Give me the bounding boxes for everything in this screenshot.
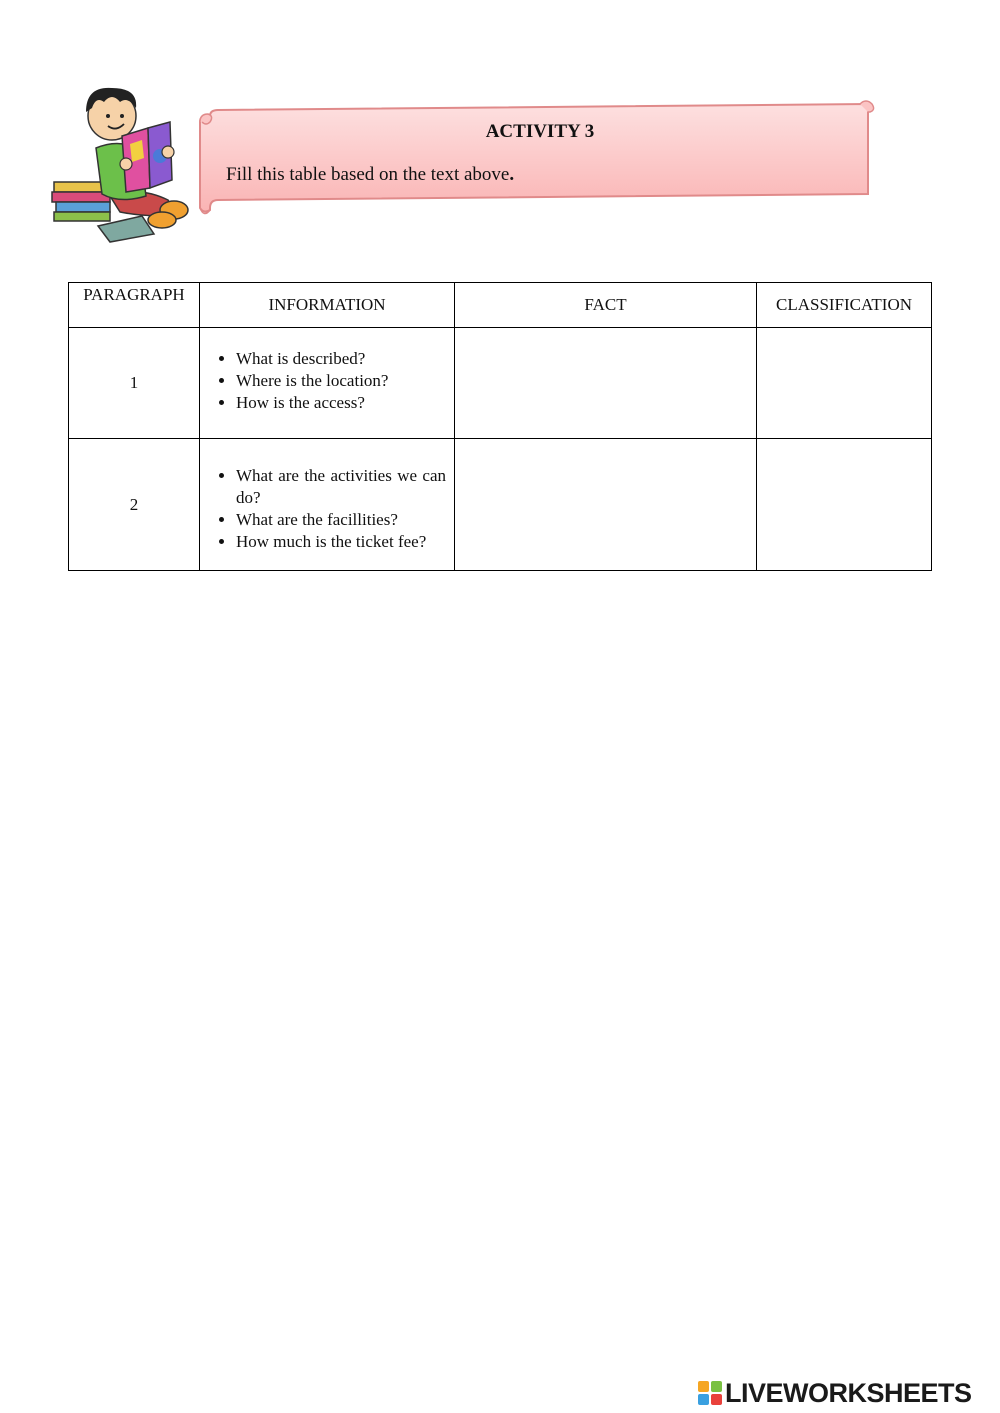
question-list bbox=[200, 465, 454, 553]
header-information: INFORMATION bbox=[200, 283, 455, 328]
boy-reading-book-icon bbox=[50, 78, 192, 243]
header-fact: FACT bbox=[455, 283, 757, 328]
activity-table bbox=[68, 282, 932, 571]
paragraph-number: 2 bbox=[69, 439, 200, 571]
liveworksheets-logo[interactable] bbox=[698, 1378, 994, 1408]
information-cell bbox=[200, 328, 455, 439]
header-classification: CLASSIFICATION bbox=[757, 283, 932, 328]
question-item: • What are the activities we can do? bbox=[236, 465, 446, 509]
activity-instruction bbox=[226, 164, 514, 186]
table-row bbox=[69, 328, 932, 439]
fact-answer-cell[interactable] bbox=[455, 439, 757, 571]
classification-answer-cell[interactable] bbox=[757, 439, 932, 571]
paragraph-number: 1 bbox=[69, 328, 200, 439]
instruction-text: Fill this table based on the text above bbox=[226, 164, 510, 185]
question-item: • How much is the ticket fee? bbox=[236, 531, 446, 553]
question-item: • How is the access? bbox=[236, 392, 446, 414]
activity-banner bbox=[196, 98, 878, 220]
information-cell bbox=[200, 439, 455, 571]
question-item: • Where is the location? bbox=[236, 370, 446, 392]
fact-answer-cell[interactable] bbox=[455, 328, 757, 439]
question-list bbox=[200, 348, 454, 414]
logo-text: LIVEWORKSHEETS bbox=[725, 1378, 972, 1408]
table-row bbox=[69, 439, 932, 571]
table-header-row bbox=[69, 283, 932, 328]
header-paragraph: PARAGRAPH bbox=[69, 283, 200, 328]
question-item: • What is described? bbox=[236, 348, 446, 370]
question-item: • What are the facillities? bbox=[236, 509, 446, 531]
activity-title: ACTIVITY 3 bbox=[485, 121, 595, 142]
liveworksheets-logo-icon bbox=[698, 1381, 722, 1405]
instruction-period: . bbox=[509, 164, 515, 185]
classification-answer-cell[interactable] bbox=[757, 328, 932, 439]
